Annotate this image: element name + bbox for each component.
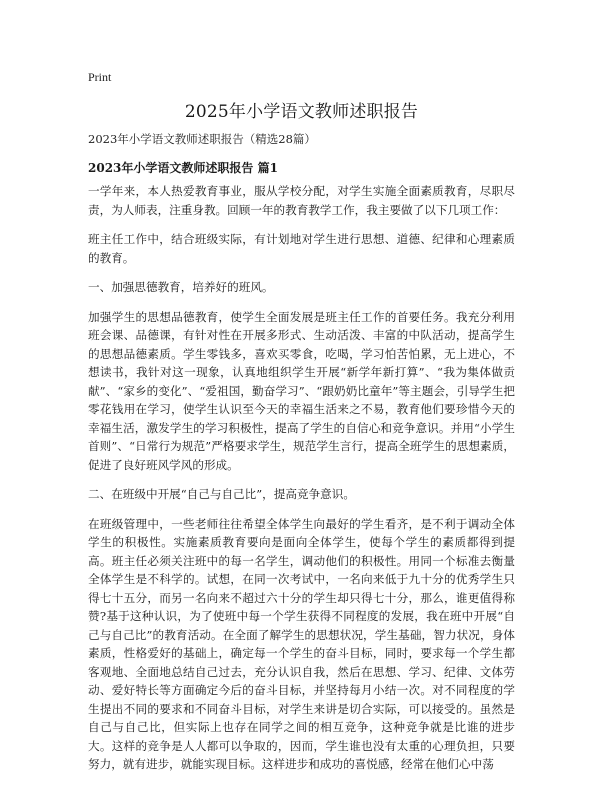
paragraph: 加强学生的思想品德教育，使学生全面发展是班主任工作的首要任务。我充分利用班会课、品德课，有针对性在开展多形式、生动活泼、丰富的中队活动，提高学生的思想品德素质。学生零钱多，喜欢买零食，吃喝，学习怕苦怕累，无上进心，不想读书，我针对这一现象，认真地组织学生开展“新学年新打算”、“我为集体做贡献”、“家乡的变化”、“爱祖国，勤奋学习”、“跟奶奶比童年”等主题会，引导学生把零花钱用在学习，使学生认识至今天的幸福生活来之不易，教育他们要珍惜今天的幸福生活，激发学生的学习积极性，提高了学生的自信心和竞争意识。并用“小学生首则”、“日常行为规范”严格要求学生，规范学生言行，提高全班学生的思想素质，促进了良好班风学风的形成。 [88, 309, 515, 472]
paragraph: 在班级管理中，一些老师往往希望全体学生向最好的学生看齐，是不利于调动全体学生的积极性。实施素质教育要向是面向全体学生，使每个学生的素质都得到提高。班主任必须关注班中的每一名学生，调动他们的积极性。用同一个标准去衡量全体学生是不科学的。试想，在同一次考试中，一名向来低于九十分的优秀学生只得七十五分，而另一名向来不超过六十分的学生却只得七十分，那么，谁更值得称赞?基于这种认识，为了使班中每一个学生获得不同程度的发展，我在班中开展“自己与自己比”的教育活动。在全面了解学生的思想状况，学生基础，智力状况，身体素质，性格爱好的基础上，确定每一个学生的奋斗目标，同时，要求每一个学生都客观地、全面地总结自己过去，充分认识自我，然后在思想、学习、纪律、文体劳动、爱好特长等方面确定今后的奋斗目标，并坚持每月小结一次。对不同程度的学生提出不同的要求和不同奋斗目标，对学生来讲是切合实际，可以接受的。虽然是自己与自己比，但实际上也存在同学之间的相互竞争，这种竞争就是比谁的进步大。这样的竞争是人人都可以争取的，因而，学生谁也没有太重的心理负担，只要努力，就有进步，就能实现目标。这样进步和成功的喜悦感，经常在他们心中荡 [88, 516, 515, 771]
page-title: 2025年小学语文教师述职报告 [184, 102, 419, 122]
section-heading: 2023年小学语文教师述职报告 篇1 [88, 161, 278, 175]
paragraph: 二、在班级中开展“自己与自己比”，提高竞争意识。 [88, 487, 355, 501]
paragraph: 班主任工作中，结合班级实际，有计划地对学生进行思想、道德、纪律和心理素质的教育。 [88, 232, 515, 265]
print-link[interactable]: Print [88, 70, 112, 84]
document-subtitle: 2023年小学语文教师述职报告（精选28篇） [88, 132, 316, 146]
paragraph: 一、加强思德教育，培养好的班风。 [88, 280, 274, 294]
paragraph: 一学年来，本人热爱教育事业，服从学校分配，对学生实施全面素质教育，尽职尽责，为人师表，注重身教。回顾一年的教育教学工作，我主要做了以下几项工作： [88, 184, 515, 217]
document-body [88, 182, 515, 785]
